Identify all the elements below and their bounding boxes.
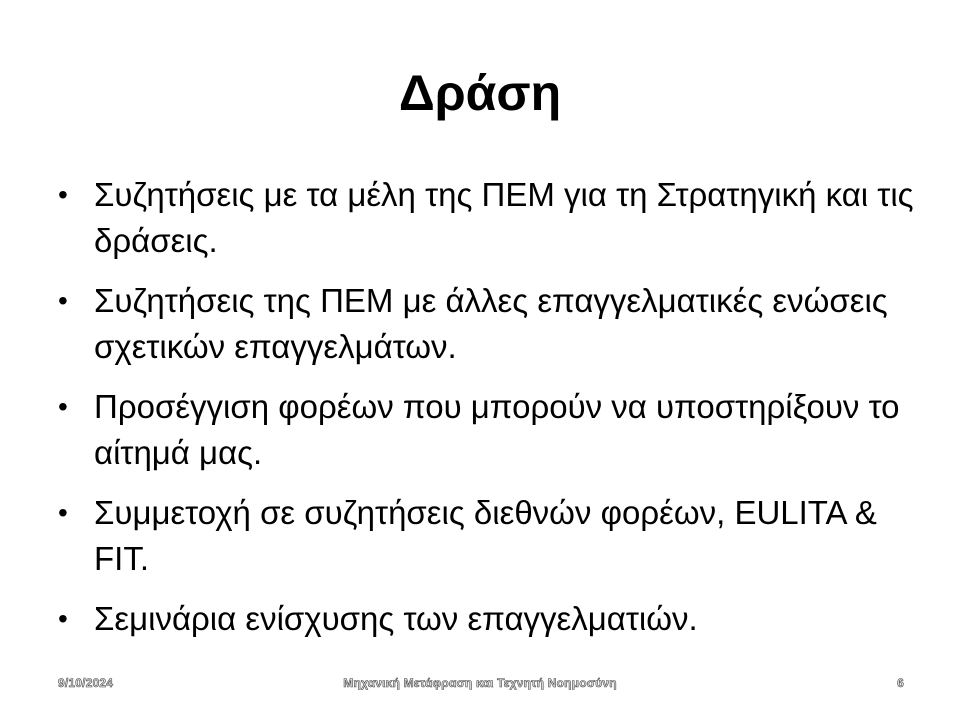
bullet-item: [58, 278, 918, 370]
bullet-text: Συμμετοχή σε συζητήσεις διεθνών φορέων, EULITA & FIT.: [94, 494, 877, 577]
bullet-text: Σεμινάρια ενίσχυσης των επαγγελματιών.: [94, 600, 698, 637]
page-number: 6: [897, 676, 904, 690]
slide-title: Δράση: [398, 65, 562, 121]
bullet-icon: •: [58, 179, 68, 210]
bullet-icon: •: [58, 603, 68, 634]
footer-date: 9/10/2024: [58, 676, 114, 690]
bullet-icon: •: [58, 391, 68, 422]
bullet-item: [58, 384, 918, 476]
bullet-text: Συζητήσεις με τα μέλη της ΠΕΜ για τη Στρατηγική και τις δράσεις.: [94, 176, 914, 259]
bullet-item: [58, 490, 918, 582]
bullet-list: [58, 172, 918, 656]
bullet-text: Συζητήσεις της ΠΕΜ με άλλες επαγγελματικές ενώσεις σχετικών επαγγελμάτων.: [94, 282, 888, 365]
bullet-icon: •: [58, 285, 68, 316]
bullet-text: Προσέγγιση φορέων που μπορούν να υποστηρίξουν το αίτημά μας.: [94, 388, 900, 471]
bullet-item: [58, 596, 918, 642]
bullet-item: [58, 172, 918, 264]
footer-title: Μηχανική Μετάφραση και Τεχνητή Νοημοσύνη: [343, 676, 617, 690]
bullet-icon: •: [58, 497, 68, 528]
